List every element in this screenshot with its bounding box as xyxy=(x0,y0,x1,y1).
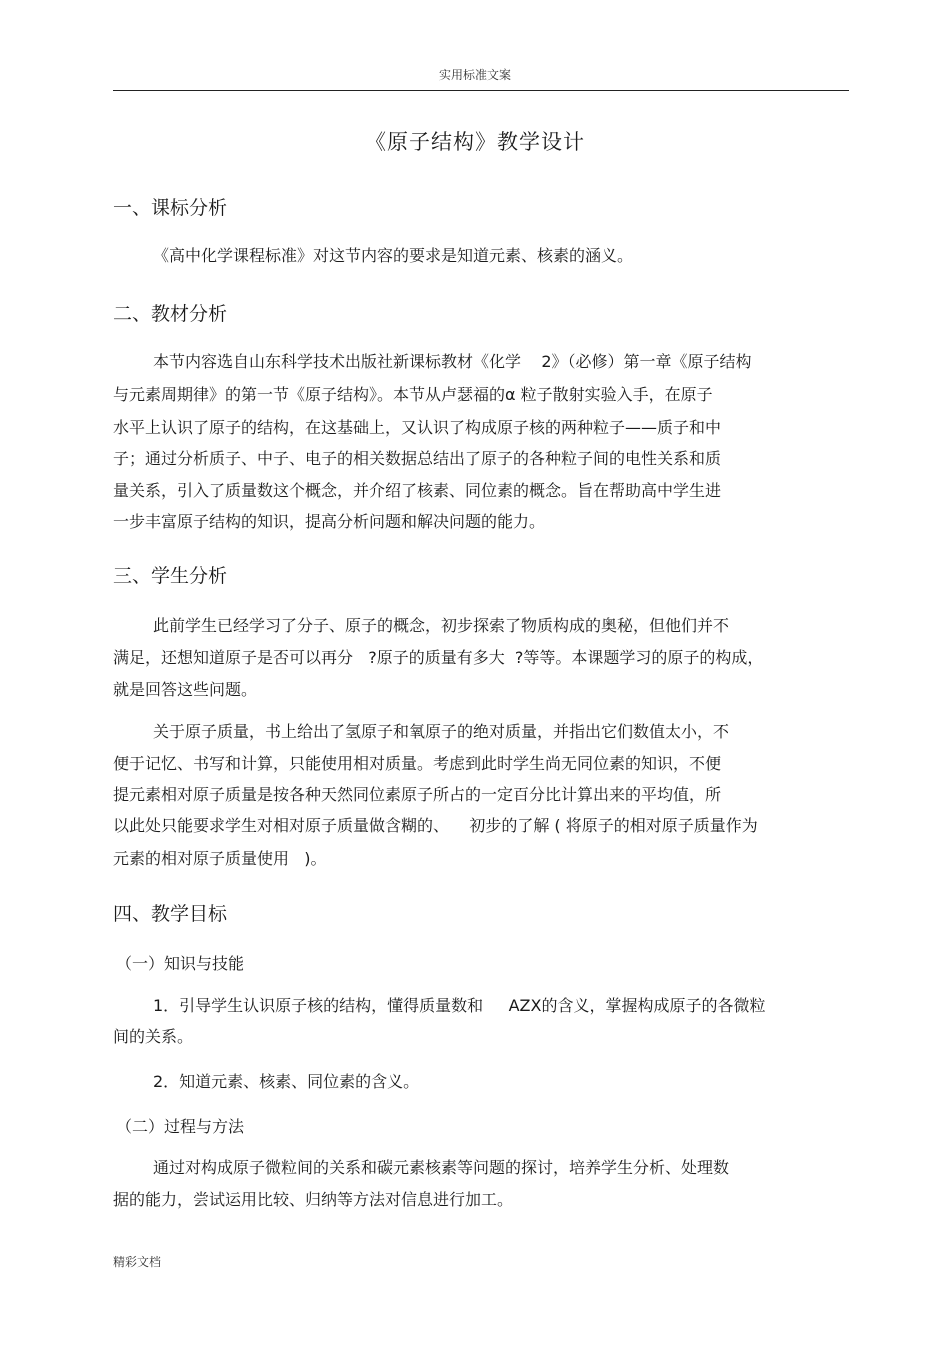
list-item: 2．知道元素、核素、同位素的含义。 xyxy=(153,1072,420,1091)
paragraph-line: 据的能力，尝试运用比较、归纳等方法对信息进行加工。 xyxy=(113,1190,514,1209)
paragraph-line: 量关系，引入了质量数这个概念，并介绍了核素、同位素的概念。旨在帮助高中学生进 xyxy=(113,481,722,500)
paragraph-line: 水平上认识了原子的结构，在这基础上，又认识了构成原子核的两种粒子——质子和中 xyxy=(113,418,722,437)
paragraph-line: 满足，还想知道原子是否可以再分 ?原子的质量有多大 ?等等。本课题学习的原子的构成， xyxy=(113,648,764,667)
paragraph-line: 提元素相对原子质量是按各种天然同位素原子所占的一定百分比计算出来的平均值，所 xyxy=(113,785,722,804)
paragraph-line: 便于记忆、书写和计算，只能使用相对质量。考虑到此时学生尚无同位素的知识，不便 xyxy=(113,754,722,773)
subsection-heading-1: （一）知识与技能 xyxy=(116,954,245,973)
section-heading-4: 四、教学目标 xyxy=(113,903,228,925)
section-heading-2: 二、教材分析 xyxy=(113,303,228,325)
list-item-line: 1．引导学生认识原子核的结构，懂得质量数和 AZX的含义，掌握构成原子的各微粒 xyxy=(153,996,766,1015)
subsection-heading-2: （二）过程与方法 xyxy=(116,1117,245,1136)
paragraph-line: 与元素周期律》的第一节《原子结构》。本节从卢瑟福的α 粒子散射实验入手，在原子 xyxy=(113,385,713,404)
header-rule xyxy=(113,90,849,91)
section-heading-1: 一、课标分析 xyxy=(113,197,228,219)
paragraph-line: 元素的相对原子质量使用 )。 xyxy=(113,849,327,868)
paragraph-line: 一步丰富原子结构的知识，提高分析问题和解决问题的能力。 xyxy=(113,512,546,531)
section-heading-3: 三、学生分析 xyxy=(113,565,228,587)
page-header: 实用标准文案 xyxy=(438,68,511,82)
document-title: 《原子结构》教学设计 xyxy=(365,130,585,154)
paragraph-line: 此前学生已经学习了分子、原子的概念，初步探索了物质构成的奥秘，但他们并不 xyxy=(153,616,730,635)
paragraph-line: 本节内容选自山东科学技术出版社新课标教材《化学 2》（必修）第一章《原子结构 xyxy=(153,352,752,371)
list-item-line: 间的关系。 xyxy=(113,1027,194,1046)
paragraph-line: 以此处只能要求学生对相对原子质量做含糊的、 初步的了解 ( 将原子的相对原子质量作为 xyxy=(113,816,758,835)
paragraph-line: 子；通过分析质子、中子、电子的相关数据总结出了原子的各种粒子间的电性关系和质 xyxy=(113,449,722,468)
page-footer: 精彩文档 xyxy=(113,1255,162,1269)
paragraph-line: 通过对构成原子微粒间的关系和碳元素核素等问题的探讨，培养学生分析、处理数 xyxy=(153,1158,730,1177)
paragraph-line: 就是回答这些问题。 xyxy=(113,680,258,699)
paragraph-line: 关于原子质量，书上给出了氢原子和氧原子的绝对质量，并指出它们数值太小，不 xyxy=(153,722,730,741)
paragraph-line: 《高中化学课程标准》对这节内容的要求是知道元素、核素的涵义。 xyxy=(153,246,634,265)
